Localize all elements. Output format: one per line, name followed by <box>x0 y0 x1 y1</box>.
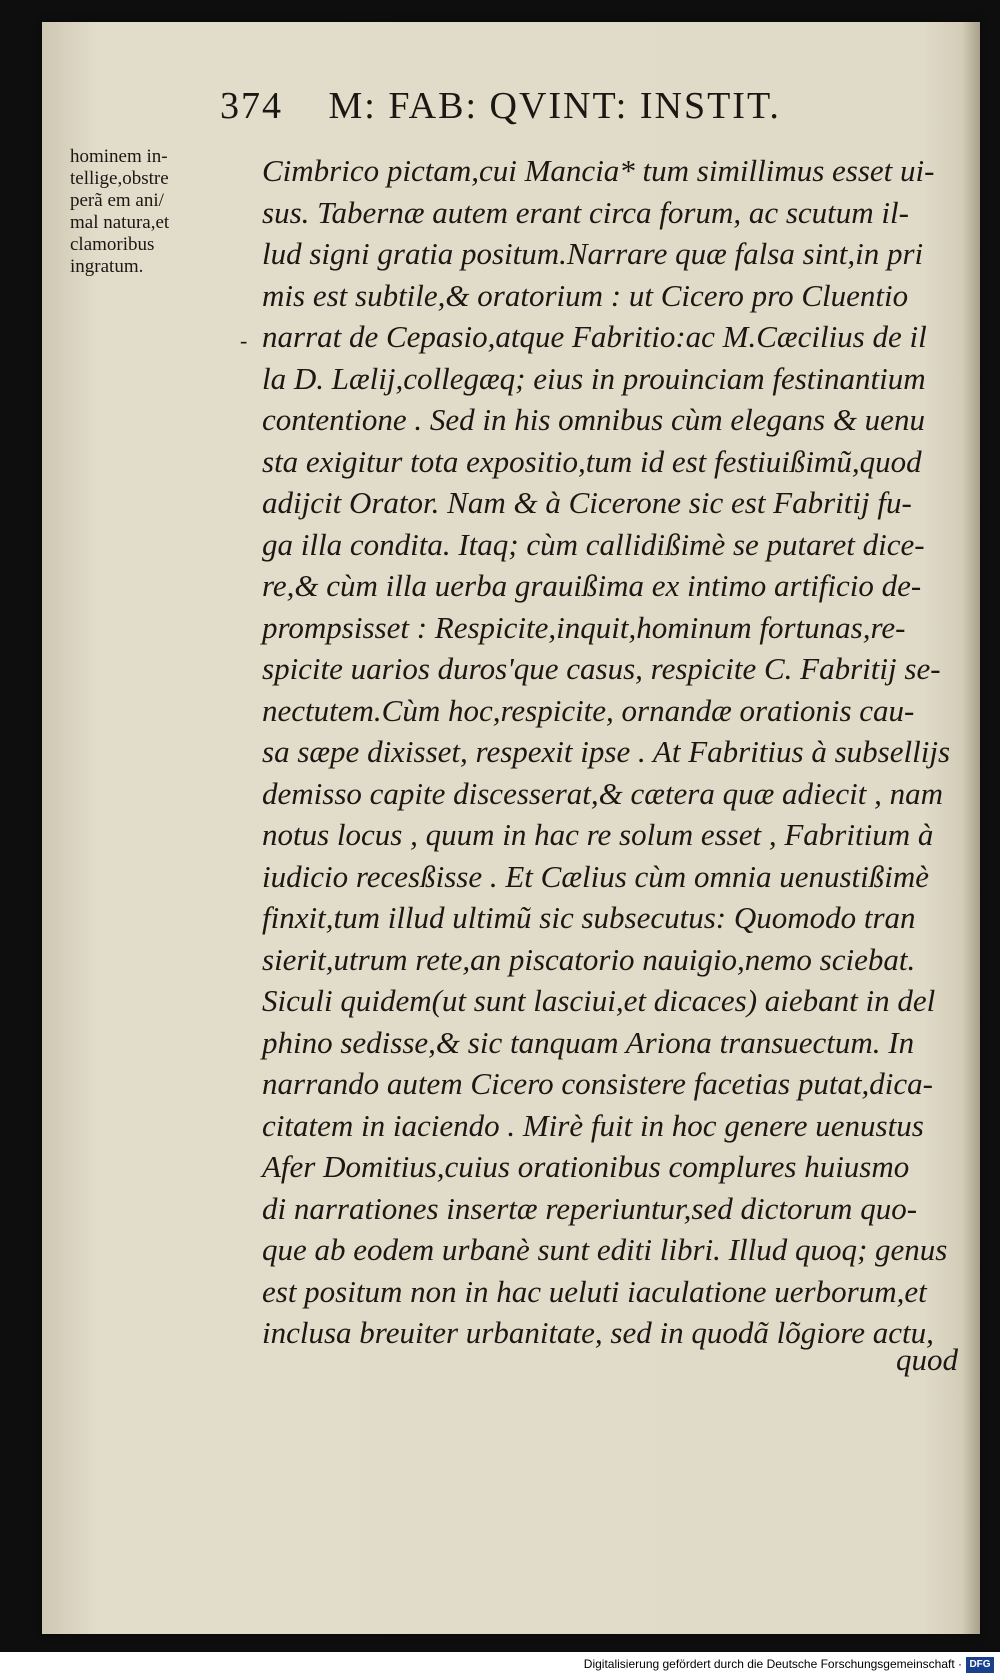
text-line: Siculi quidem(ut sunt lasciui,et dicaces) aiebant in del <box>262 983 936 1018</box>
text-line: phino sedisse,& sic tanquam Ariona transuectum. In <box>262 1024 915 1060</box>
text-line: ga illa condita. Itaq; cùm callidißimè se putaret dice- <box>262 526 925 562</box>
text-line: sus. Tabernæ autem erant circa forum, ac scutum il- <box>262 194 909 230</box>
text-line: re,& cùm illa uerba grauißima ex intimo artificio de- <box>262 568 922 603</box>
text-line: contentione . Sed in his omnibus cùm elegans & uenu <box>262 402 925 437</box>
text-line: sa sæpe dixisset, respexit ipse . At Fabritius à subsellijs <box>262 734 951 769</box>
marginal-note-line: ingratum. <box>70 256 144 277</box>
body-text <box>262 150 972 1354</box>
text-line: mis est subtile,& oratorium : ut Cicero pro Cluentio <box>262 277 909 313</box>
text-line: nectutem.Cùm hoc,respicite, ornandæ orationis cau- <box>262 692 915 728</box>
text-line: Afer Domitius,cuius orationibus complures huiusmo <box>262 1149 910 1184</box>
text-line: adijcit Orator. Nam & à Cicerone sic est Fabritij fu- <box>262 485 912 520</box>
running-head <box>220 84 920 134</box>
text-line: narrat de Cepasio,atque Fabritio:ac M.Cæcilius de il <box>262 319 927 354</box>
text-line: demisso capite discesserat,& cætera quæ adiecit , nam <box>262 775 944 811</box>
footer-bar <box>0 1652 1000 1679</box>
marginal-note-line: tellige,obstre <box>70 168 169 189</box>
text-line: di narrationes insertæ reperiuntur,sed dictorum quo- <box>262 1190 918 1226</box>
page-number: 374 <box>220 85 283 127</box>
marginal-note-line: perã em ani/ <box>70 190 164 211</box>
text-line: notus locus , quum in hac re solum esset , Fabritium à <box>262 817 934 852</box>
text-line: citatem in iaciendo . Mirè fuit in hoc genere uenustus <box>262 1107 924 1143</box>
running-title: M: FAB: QVINT: INSTIT. <box>328 85 781 127</box>
marginal-note-line: mal natura,et <box>70 212 170 233</box>
text-line: sierit,utrum rete,an piscatorio nauigio,nemo sciebat. <box>262 941 916 977</box>
text-line: Cimbrico pictam,cui Mancia* tum simillimus esset ui- <box>262 153 935 188</box>
text-line: est positum non in hac ueluti iaculatione uerborum,et <box>262 1273 927 1309</box>
marginal-note-line: hominem in- <box>70 146 168 167</box>
text-line: spicite uarios duros'que casus, respicite C. Fabritij se- <box>262 651 941 686</box>
text-line: inclusa breuiter urbanitate, sed in quodã lõgiore actu, <box>262 1315 934 1350</box>
text-line: lud signi gratia positum.Narrare quæ falsa sint,in pri <box>262 236 924 271</box>
marginal-dash: - <box>240 328 248 353</box>
text-line: narrando autem Cicero consistere facetias putat,dica- <box>262 1066 933 1101</box>
marginal-note <box>70 146 250 278</box>
text-line: finxit,tum illud ultimũ sic subsecutus: Quomodo tran <box>262 900 916 935</box>
text-line: prompsisset : Respicite,inquit,hominum fortunas,re- <box>262 609 906 645</box>
text-line: sta exigitur tota expositio,tum id est festiuißimũ,quod <box>262 443 922 479</box>
text-line: la D. Lælij,collegæq; eius in prouinciam festinantium <box>262 360 926 396</box>
text-line: que ab eodem urbanè sunt editi libri. Illud quoq; genus <box>262 1232 948 1267</box>
catchword: quod <box>896 1342 958 1377</box>
dfg-logo: DFG <box>966 1657 994 1673</box>
funding-credit: Digitalisierung gefördert durch die Deutsche Forschungsgemeinschaft · <box>583 1657 962 1671</box>
marginal-note-line: clamoribus <box>70 234 155 255</box>
text-line: iudicio recesßisse . Et Cælius cùm omnia uenustißimè <box>262 858 929 894</box>
